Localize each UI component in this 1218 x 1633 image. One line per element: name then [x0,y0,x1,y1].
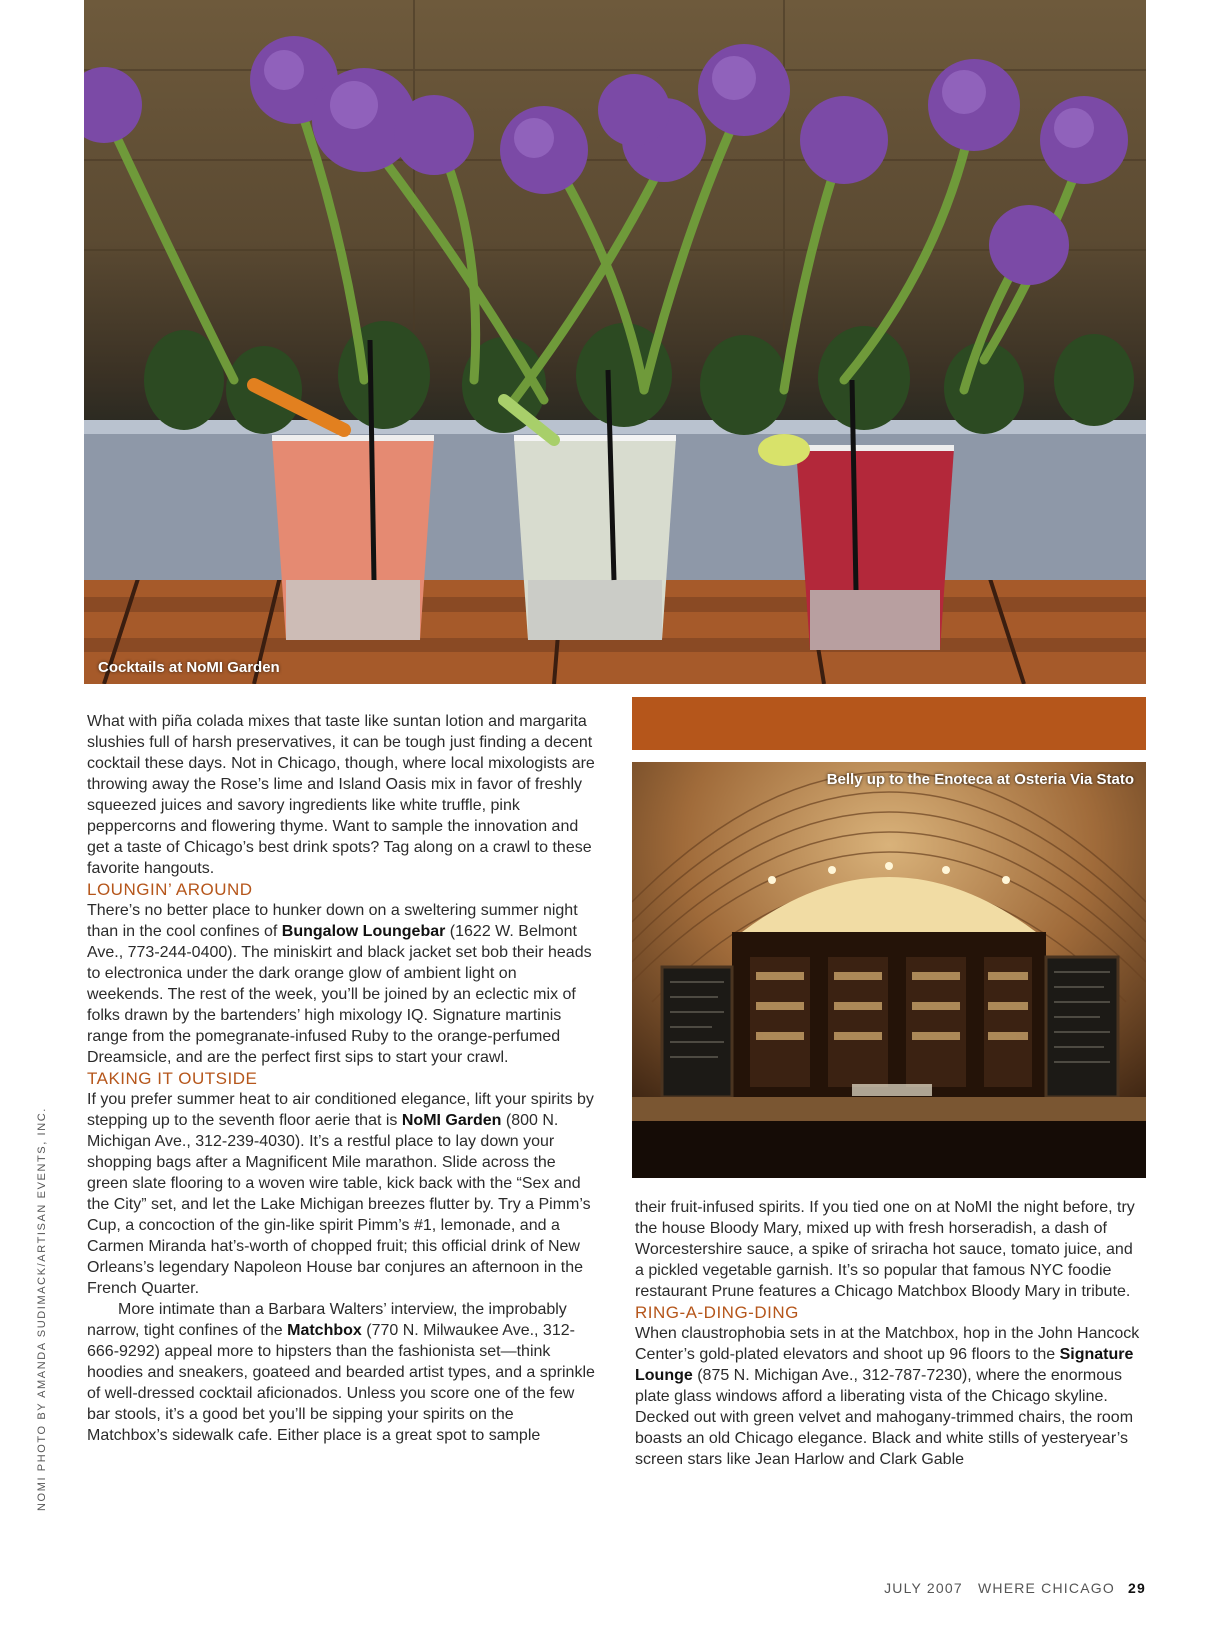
page-number: 29 [1128,1580,1146,1596]
cocktails-photo [84,0,1146,684]
section2-p2-text-a: More intimate than a Barbara Walters’ interview, the improbably narrow, tight confines of the [87,1301,567,1339]
section3-paragraph [635,1323,1146,1470]
section1-text-c: (1622 W. Belmont Ave., 773-244-0400). The miniskirt and black jacket set bob their heads to electronica under the dark orange glow of ambient light on weekends. The rest of the week, you’ll be joined by an eclectic mix of folks drawn by the bartenders’ high mixology IQ. Signature martinis range from the pomegranate-infused Ruby to the orange-perfumed Dreamsicle, and are the perfect first sips to start your crawl. [87,923,592,1066]
section3-text-a: When claustrophobia sets in at the Matchbox, hop in the John Hancock Center’s gold-plated elevators and shoot up 96 floors to the [635,1325,1140,1363]
intro-paragraph: What with piña colada mixes that taste like suntan lotion and margarita slushies full of harsh preservatives, it can be tough just finding a decent cocktail these days. Not in Chicago, though, where local mixologists are throwing away the Rose’s lime and Island Oasis mix in favor of freshly squeezed juices and savory ingredients like white truffle, pink peppercorns and flowering thyme. Want to sample the innovation and get a taste of Chicago’s best drink spots? Tag along on a crawl to these favorite hangouts. [87,713,595,877]
enoteca-caption: Belly up to the Enoteca at Osteria Via Stato [826,771,1134,788]
photo-credit: NOMI PHOTO BY AMANDA SUDIMACK/ARTISAN EVENTS, INC. [36,1107,48,1511]
enoteca-photo [632,762,1146,1178]
footer-magazine: WHERE CHICAGO [977,1580,1115,1596]
page-footer [884,1580,1146,1596]
section2-paragraph-2 [87,1299,597,1446]
section2-text-c: (800 N. Michigan Ave., 312-239-4030). It’s a restful place to lay down your shopping bags after a Magnificent Mile marathon. Slide across the green slate flooring to a woven wire table, kick back with the “Sex and the City” set, and let the Lake Michigan breezes flutter by. Try a Pimm’s Cup, a concoction of the gin-like spirit Pimm’s #1, lemonade, and a Carmen Miranda hat’s-worth of chopped fruit; this official drink of New Orleans’s legendary Napoleon House bar conjures an afternoon in the French Quarter. [87,1112,591,1297]
cocktails-caption: Cocktails at NoMI Garden [98,659,280,676]
venue-matchbox: Matchbox [287,1322,362,1339]
orange-color-bar [632,697,1146,750]
enoteca-illustration [632,762,1146,1178]
section3-text-c: (875 N. Michigan Ave., 312-787-7230), where the enormous plate glass windows afford a liberating vista of the Chicago skyline. Decked out with green velvet and mahogany-trimmed chairs, the room boasts an old Chicago elegance. Black and white stills of yesteryear’s screen stars like Jean Harlow and Clark Gable [635,1367,1134,1468]
section2-text-a: If you prefer summer heat to air conditioned elegance, lift your spirits by stepping up to the seventh floor aerie that is [87,1091,594,1129]
footer-issue: JULY 2007 [884,1580,963,1596]
article-column-right [635,1197,1146,1470]
section-heading-lounging: LOUNGIN’ AROUND [87,880,253,899]
section2-p2-text-c: (770 N. Milwaukee Ave., 312-666-9292) appeal more to hipsters than the fashionista set—think hoodies and sneakers, goateed and bearded artist types, and a sprinkle of well-dressed cocktail aficionados. Unless you score one of the few bar stools, it’s a good bet you’ll be sipping your spirits on the Matchbox’s sidewalk cafe. Either place is a great spot to sample [87,1322,595,1444]
section-heading-ring: RING-A-DING-DING [635,1303,799,1322]
section2-continued: their fruit-infused spirits. If you tied one on at NoMI the night before, try the house Bloody Mary, mixed up with fresh horseradish, a dash of Worcestershire sauce, a spike of sriracha hot sauce, tomato juice, and a pickled vegetable garnish. It’s so popular that famous NYC foodie restaurant Prune features a Chicago Matchbox Bloody Mary in tribute. [635,1199,1135,1300]
venue-signature-lounge: Signature Lounge [635,1346,1134,1384]
venue-bungalow-loungebar: Bungalow Loungebar [281,923,446,940]
venue-nomi-garden: NoMI Garden [401,1112,502,1129]
section1-text-a: There’s no better place to hunker down on a sweltering summer night than in the cool confines of [87,902,578,940]
section-heading-outside: TAKING IT OUTSIDE [87,1069,258,1088]
section1-paragraph [87,900,597,1068]
section2-paragraph-1 [87,1089,597,1299]
article-column-left [87,711,597,1446]
cocktails-illustration [84,0,1146,684]
